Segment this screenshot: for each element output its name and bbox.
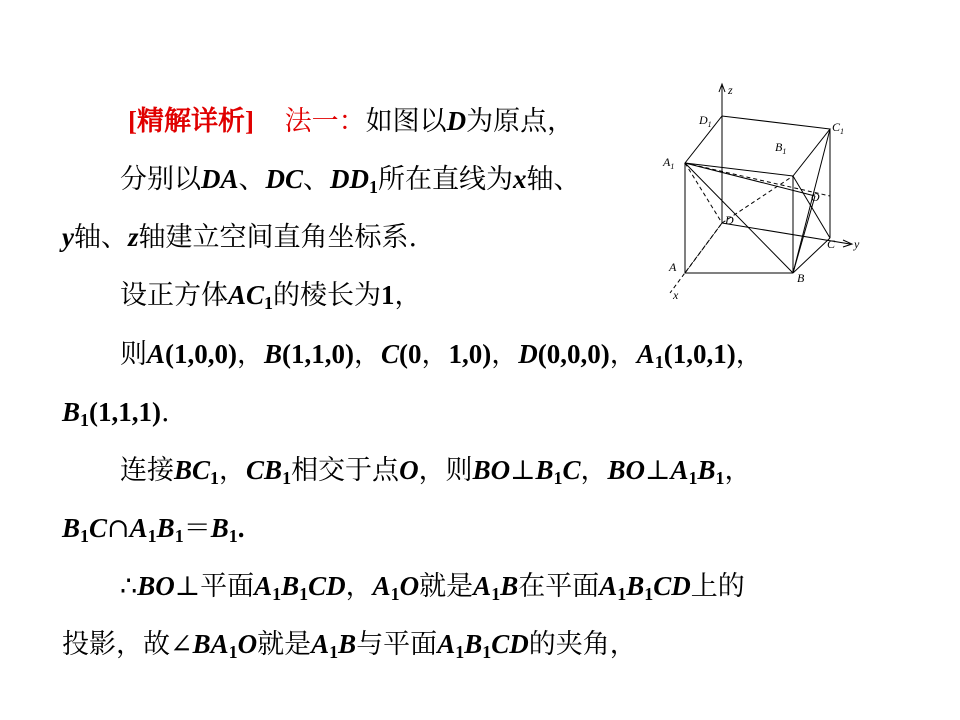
- label-B1-sub: 1: [782, 147, 787, 156]
- text: ，则: [418, 455, 473, 486]
- segment-A1D: [685, 163, 722, 223]
- subscript: 1: [617, 584, 627, 604]
- subscript: 1: [369, 177, 379, 197]
- label-A1-sub: 1: [670, 162, 675, 171]
- text: ，: [394, 280, 422, 311]
- perp-symbol: ⊥: [645, 455, 671, 486]
- edge-BC: [793, 238, 830, 273]
- text: 、: [238, 164, 266, 195]
- var: D: [446, 106, 467, 136]
- text: ，: [237, 339, 264, 370]
- var: y: [62, 222, 74, 252]
- var: B: [62, 513, 81, 543]
- text: ，: [354, 339, 381, 370]
- text: 平面: [200, 571, 255, 602]
- label-A: A: [669, 260, 677, 274]
- var: B: [264, 339, 283, 369]
- text: ，: [219, 455, 247, 486]
- text: 上的: [690, 571, 745, 602]
- var: DC: [265, 164, 304, 194]
- subscript: 1: [272, 584, 282, 604]
- var: A: [147, 339, 166, 369]
- var: A: [599, 571, 618, 601]
- subscript: 1: [299, 584, 309, 604]
- intersection-symbol: ∩: [107, 513, 130, 544]
- var: B: [535, 455, 554, 485]
- var: A: [372, 571, 391, 601]
- text: 投影，故: [62, 629, 170, 660]
- coords: (1,0,1): [663, 339, 736, 369]
- subscript: 1: [644, 584, 654, 604]
- coords: (1,1,1): [89, 397, 161, 427]
- label-B1: B: [775, 140, 783, 154]
- text: 在平面: [518, 571, 600, 602]
- text: 的棱长为: [273, 280, 382, 311]
- var: DA: [201, 164, 239, 194]
- text: 分别以: [120, 164, 201, 195]
- text: 就是: [419, 571, 474, 602]
- segment-BO: [793, 196, 815, 273]
- text: 就是: [257, 629, 312, 660]
- label-D1: D: [699, 113, 708, 127]
- subscript: 1: [491, 584, 501, 604]
- text: ，: [735, 339, 763, 370]
- text-line-8: [62, 511, 244, 553]
- text-line-9: [120, 569, 745, 611]
- subscript: 1: [210, 468, 220, 488]
- label-C1: C: [832, 120, 841, 134]
- number: 1: [381, 280, 395, 310]
- text: 轴、: [73, 222, 128, 253]
- text: 则: [120, 339, 147, 370]
- text-line-2: [120, 162, 581, 204]
- text: 轴、: [526, 164, 581, 195]
- var: x: [513, 164, 527, 194]
- var: A: [670, 455, 689, 485]
- subscript: 1: [688, 468, 698, 488]
- text: 相交于点: [291, 455, 400, 486]
- subscript: 1: [147, 526, 157, 546]
- text-line-5: [120, 337, 763, 379]
- var: CD: [491, 629, 529, 659]
- svg-text:A1: [662, 155, 674, 171]
- subscript: 1: [282, 468, 292, 488]
- var: B: [500, 571, 519, 601]
- subscript: 1: [174, 526, 184, 546]
- text: ，: [491, 339, 519, 370]
- var: C: [562, 455, 581, 485]
- text: 如图以: [365, 106, 447, 137]
- label-B: B: [797, 271, 805, 285]
- var: A: [437, 629, 456, 659]
- var: A: [473, 571, 492, 601]
- label-D1-sub: 1: [707, 120, 712, 129]
- coords: (1,1,0): [282, 339, 354, 369]
- method-label: 法一：: [284, 106, 366, 137]
- var: DD: [330, 164, 370, 194]
- var: B: [697, 455, 716, 485]
- var: A: [311, 629, 330, 659]
- text: 为原点，: [466, 106, 575, 137]
- subscript: 1: [715, 468, 725, 488]
- svg-text:B1: [775, 140, 786, 156]
- text-line-4: [120, 278, 422, 320]
- text: .: [161, 397, 170, 428]
- text: 所在直线为: [378, 164, 514, 195]
- var: A: [636, 339, 655, 369]
- var: CD: [308, 571, 346, 601]
- var: O: [399, 455, 419, 485]
- heading-label: [精解详析]: [128, 106, 254, 136]
- text-line-3: [62, 220, 417, 255]
- text: 与平面: [356, 629, 438, 660]
- segment-A1-hidden: [685, 163, 830, 196]
- segment-A1B: [685, 163, 793, 273]
- var: D: [518, 339, 538, 369]
- perp-symbol: ⊥: [510, 455, 536, 486]
- var: z: [127, 222, 139, 252]
- text: ，: [724, 455, 752, 486]
- text: ，: [580, 455, 608, 486]
- label-C: C: [827, 237, 836, 251]
- var: B: [156, 513, 175, 543]
- var: B: [626, 571, 645, 601]
- text-line-10: [62, 627, 637, 669]
- coords: (0: [399, 339, 422, 369]
- angle-symbol: ∠: [170, 629, 193, 660]
- subscript: 1: [390, 584, 400, 604]
- var: O: [399, 571, 420, 601]
- coords: 1,0): [448, 339, 492, 369]
- text: 轴建立空间直角坐标系.: [138, 222, 418, 253]
- label-A1: A: [663, 155, 671, 169]
- subscript: 1: [553, 468, 563, 488]
- label-D: D: [725, 213, 734, 227]
- coords: (1,0,0): [165, 339, 237, 369]
- therefore-symbol: ∴: [120, 571, 138, 602]
- svg-text:C1: [832, 120, 844, 136]
- var: BO: [472, 455, 511, 485]
- text: ，: [609, 339, 637, 370]
- var: BO: [137, 571, 175, 601]
- var: CB: [246, 455, 283, 485]
- label-z: z: [728, 83, 733, 97]
- var: BC: [174, 455, 211, 485]
- subscript: 1: [80, 526, 90, 546]
- text: ，: [345, 571, 373, 602]
- label-x: x: [673, 288, 679, 302]
- text: 、: [303, 164, 331, 195]
- var: O: [237, 629, 258, 659]
- edge-AD: [685, 223, 722, 273]
- equals-symbol: ＝: [183, 513, 211, 544]
- label-y: y: [854, 237, 860, 251]
- text-line-7: [120, 453, 751, 495]
- subscript: 1: [228, 642, 238, 662]
- cube-diagram: [655, 78, 870, 308]
- var: B: [338, 629, 357, 659]
- subscript: 1: [654, 352, 664, 372]
- text-line-6: [62, 395, 170, 437]
- subscript: 1: [228, 526, 238, 546]
- text: .: [237, 513, 245, 543]
- var: B: [210, 513, 229, 543]
- var: A: [129, 513, 148, 543]
- var: B: [62, 397, 81, 427]
- var: B: [464, 629, 483, 659]
- var: B: [281, 571, 300, 601]
- coords: (0,0,0): [537, 339, 610, 369]
- text: ，: [421, 339, 449, 370]
- subscript: 1: [329, 642, 339, 662]
- label-C1-sub: 1: [840, 127, 845, 136]
- text: 的夹角，: [528, 629, 637, 660]
- var: CD: [653, 571, 691, 601]
- text: 连接: [120, 455, 174, 486]
- var: C: [381, 339, 400, 369]
- subscript: 1: [264, 293, 274, 313]
- perp-symbol: ⊥: [174, 571, 201, 602]
- var: BA: [192, 629, 229, 659]
- var: C: [89, 513, 108, 543]
- text: 设正方体: [120, 280, 228, 311]
- svg-text:D1: [698, 113, 712, 129]
- subscript: 1: [482, 642, 492, 662]
- var: A: [254, 571, 273, 601]
- var: BO: [607, 455, 646, 485]
- subscript: 1: [455, 642, 465, 662]
- var: AC: [228, 280, 265, 310]
- subscript: 1: [80, 410, 90, 430]
- text-line-1: [128, 104, 574, 139]
- label-O: O: [811, 190, 820, 204]
